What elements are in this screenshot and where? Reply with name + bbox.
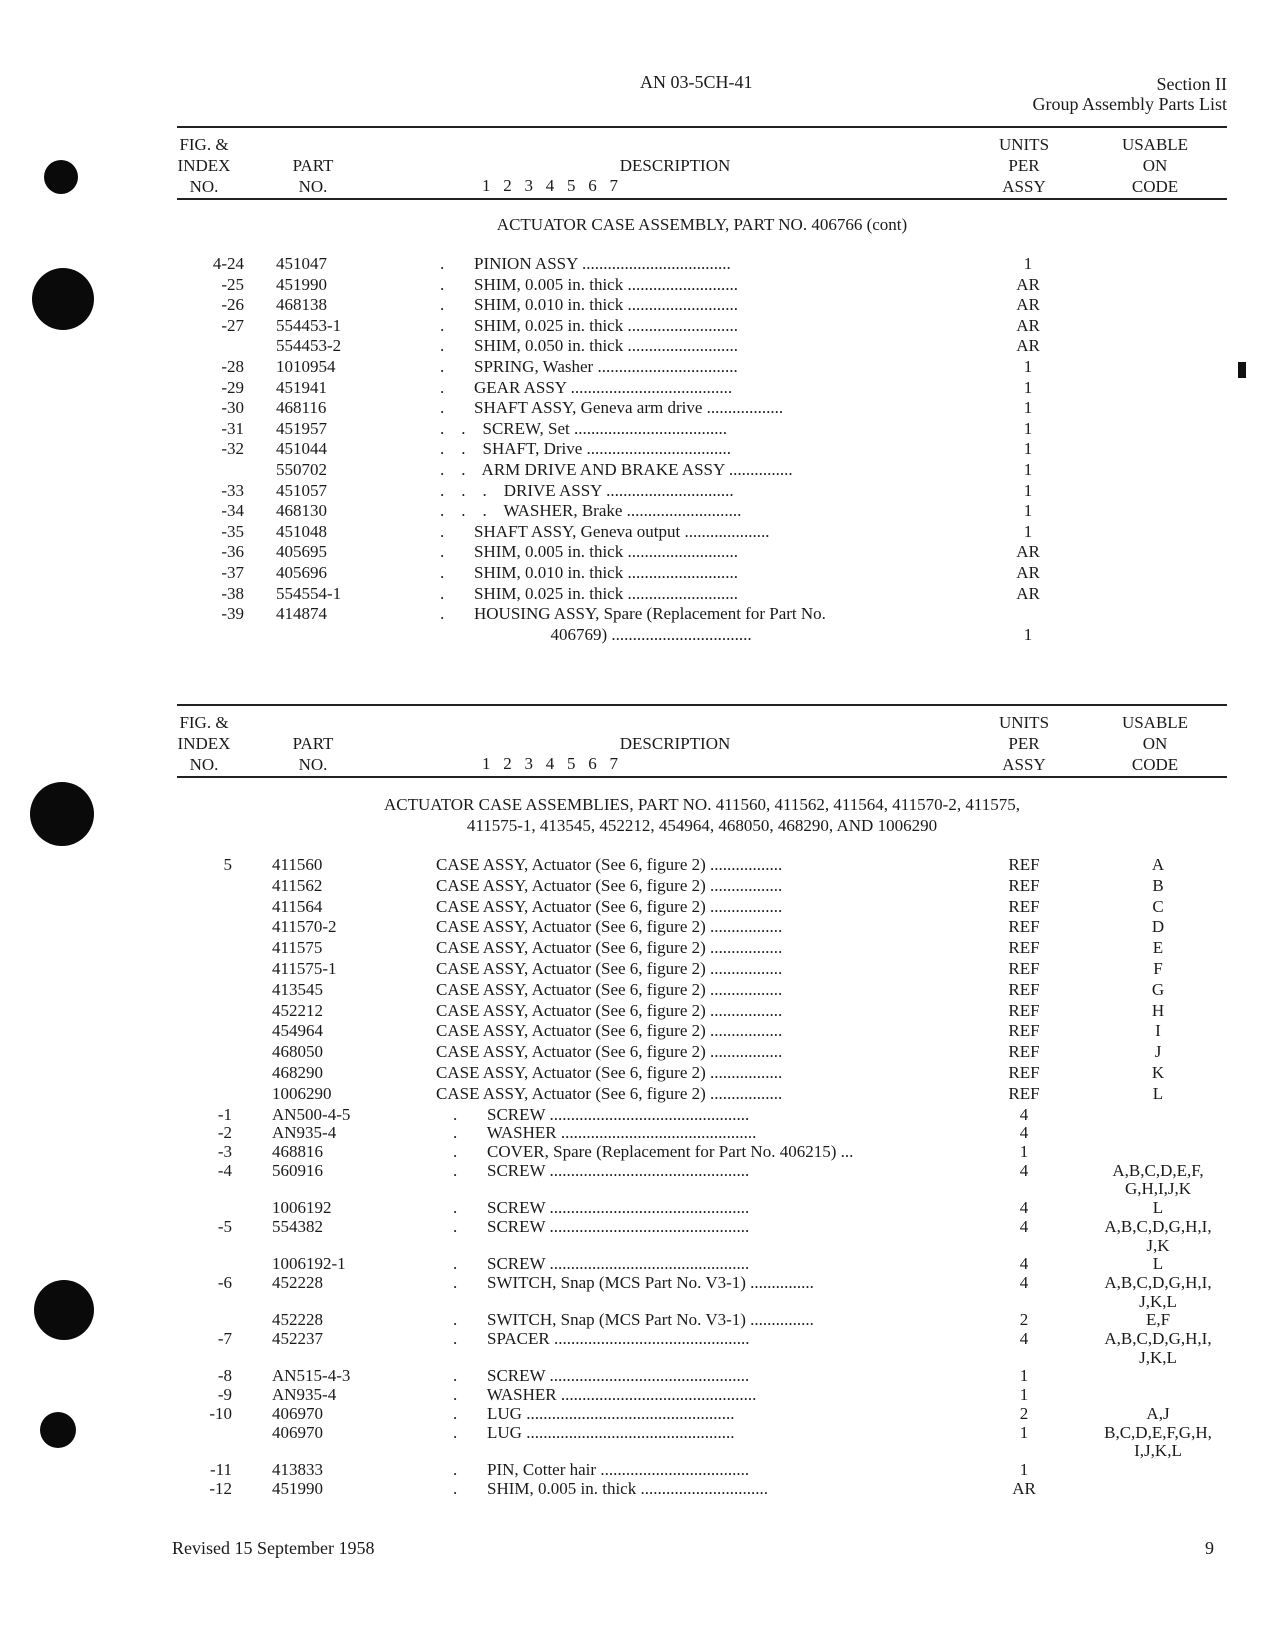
index-no: -8 <box>217 1366 232 1386</box>
table-row <box>0 854 1279 875</box>
col-description: DESCRIPTION <box>619 734 731 753</box>
part-no: 468816 <box>272 1142 323 1161</box>
description: CASE ASSY, Actuator (See 6, figure 2) ................. <box>436 959 783 978</box>
description: . . . WASHER, Brake ........................... <box>440 501 742 521</box>
part-no: 451990 <box>272 1478 323 1498</box>
table-row <box>0 1041 1279 1062</box>
table-row <box>0 397 1279 418</box>
units-per-assy: 1 <box>1023 439 1033 459</box>
units-per-assy: AR <box>1016 336 1040 356</box>
part-no: 451990 <box>276 274 327 294</box>
description: . SHIM, 0.025 in. thick .......................... <box>440 583 738 603</box>
usable-on-code: A,B,C,D,G,H,I, <box>1104 1216 1212 1236</box>
col-usable-code: USABLE ON CODE <box>1121 135 1189 196</box>
binder-hole <box>44 160 78 194</box>
part-no: 550702 <box>276 460 327 479</box>
description: . LUG ................................................. <box>436 1422 735 1442</box>
part-no: 452237 <box>272 1329 323 1348</box>
part-no: 406970 <box>272 1422 323 1442</box>
description: . SHAFT ASSY, Geneva arm drive .................. <box>440 398 784 418</box>
col-part-no: PART NO. <box>292 156 334 196</box>
index-no: -2 <box>217 1123 232 1143</box>
document-number: AN 03-5CH-41 <box>640 72 753 92</box>
units-per-assy: AR <box>1012 1478 1036 1498</box>
usable-on-code: K <box>1151 1063 1165 1082</box>
units-per-assy: 1 <box>1019 1366 1029 1386</box>
units-per-assy: 1 <box>1023 398 1033 418</box>
part-no: 411562 <box>272 875 323 895</box>
description: . . . DRIVE ASSY .............................. <box>440 480 734 500</box>
usable-on-code: I <box>1155 1021 1161 1041</box>
description: . SHIM, 0.010 in. thick .......................... <box>440 295 738 315</box>
units-per-assy: REF <box>1008 1042 1040 1062</box>
usable-on-code: E,F <box>1145 1310 1171 1330</box>
description: . LUG ................................................. <box>436 1403 735 1423</box>
units-per-assy: REF <box>1008 896 1040 916</box>
usable-on-code: H <box>1151 1000 1165 1020</box>
table-row <box>0 1020 1279 1041</box>
description: CASE ASSY, Actuator (See 6, figure 2) ................. <box>436 896 783 916</box>
table-row <box>0 1478 1279 1499</box>
table-row <box>0 562 1279 583</box>
units-per-assy: 1 <box>1019 1385 1029 1405</box>
description: CASE ASSY, Actuator (See 6, figure 2) ................. <box>436 917 783 937</box>
units-per-assy: 1 <box>1019 1422 1029 1442</box>
part-no: 1010954 <box>276 357 336 376</box>
units-per-assy: 4 <box>1019 1216 1029 1236</box>
index-no: -29 <box>221 377 244 397</box>
usable-on-code: G <box>1151 979 1165 999</box>
part-no: 554453-2 <box>276 336 342 356</box>
units-per-assy: 2 <box>1019 1403 1029 1423</box>
description: . SCREW ............................................... <box>436 1216 750 1236</box>
units-per-assy: AR <box>1016 295 1040 315</box>
units-per-assy: 1 <box>1019 1459 1029 1479</box>
units-per-assy: 1 <box>1023 357 1033 376</box>
usable-on-code: A,B,C,D,G,H,I, <box>1104 1272 1212 1292</box>
index-no: -12 <box>209 1478 232 1498</box>
index-no: -11 <box>209 1459 232 1479</box>
col-indent-levels: 1 2 3 4 5 6 7 <box>482 176 618 195</box>
part-no: AN935-4 <box>272 1385 337 1405</box>
table-row <box>0 521 1279 542</box>
units-per-assy: 4 <box>1019 1329 1029 1348</box>
table-row <box>0 1062 1279 1083</box>
description: . GEAR ASSY ...................................... <box>440 377 733 397</box>
usable-on-code: E <box>1152 938 1164 958</box>
binder-hole <box>30 782 94 846</box>
index-no: -35 <box>221 521 244 541</box>
usable-on-code: G,H,I,J,K <box>1124 1179 1192 1199</box>
usable-on-code: J,K,L <box>1139 1347 1177 1367</box>
units-per-assy: 4 <box>1019 1160 1029 1180</box>
usable-on-code: D <box>1151 917 1165 937</box>
col-part-no: PART NO. <box>292 734 334 774</box>
table1-head-rule <box>177 198 1227 200</box>
description: CASE ASSY, Actuator (See 6, figure 2) ................. <box>436 1083 783 1103</box>
table-row <box>0 979 1279 1000</box>
units-per-assy: AR <box>1016 583 1040 603</box>
units-per-assy: 2 <box>1019 1310 1029 1330</box>
col-fig-index: FIG. & INDEX NO. <box>177 713 231 774</box>
units-per-assy: REF <box>1008 1000 1040 1020</box>
index-no: -32 <box>221 439 244 459</box>
usable-on-code: L <box>1152 1198 1164 1218</box>
index-no: -1 <box>217 1104 232 1124</box>
usable-on-code: J <box>1154 1042 1162 1062</box>
usable-on-code: J,K <box>1146 1235 1170 1255</box>
units-per-assy: 1 <box>1023 521 1033 541</box>
part-no: 411575-1 <box>272 959 337 978</box>
description: . HOUSING ASSY, Spare (Replacement for Part No. <box>440 604 826 624</box>
units-per-assy: 1 <box>1019 1142 1029 1161</box>
col-fig-index: FIG. & INDEX NO. <box>177 135 231 196</box>
units-per-assy: 1 <box>1023 460 1033 479</box>
units-per-assy: 4 <box>1019 1254 1029 1274</box>
col-units: UNITS PER ASSY <box>998 713 1050 774</box>
units-per-assy: 1 <box>1023 377 1033 397</box>
description: . SHIM, 0.050 in. thick .......................... <box>440 336 738 356</box>
part-no: 554382 <box>272 1216 323 1236</box>
col-indent-levels: 1 2 3 4 5 6 7 <box>482 754 618 773</box>
part-no: 451044 <box>276 439 327 459</box>
col-units: UNITS PER ASSY <box>998 135 1050 196</box>
index-no: -34 <box>221 501 244 521</box>
table-row <box>0 896 1279 917</box>
index-no: 4-24 <box>212 254 244 273</box>
units-per-assy: REF <box>1008 875 1040 895</box>
index-no: -10 <box>209 1403 232 1423</box>
units-per-assy: REF <box>1008 979 1040 999</box>
description: . SPACER .............................................. <box>436 1329 750 1348</box>
table1-title: ACTUATOR CASE ASSEMBLY, PART NO. 406766 (cont) <box>496 215 908 234</box>
usable-on-code: A,J <box>1146 1403 1170 1423</box>
units-per-assy: AR <box>1016 542 1040 562</box>
table-row <box>0 274 1279 295</box>
units-per-assy: 1 <box>1023 624 1033 644</box>
part-no: 413545 <box>272 979 323 999</box>
description: CASE ASSY, Actuator (See 6, figure 2) ................. <box>436 979 783 999</box>
table-row <box>0 937 1279 958</box>
part-no: 468130 <box>276 501 327 521</box>
part-no: 452228 <box>272 1272 323 1292</box>
description: . . SHAFT, Drive .................................. <box>440 439 732 459</box>
section-label: Section II <box>1156 74 1227 94</box>
part-no: 1006192-1 <box>272 1254 346 1274</box>
part-no: 560916 <box>272 1160 323 1180</box>
description: . . SCREW, Set .................................... <box>440 418 727 438</box>
description: . SHIM, 0.005 in. thick .......................... <box>440 274 738 294</box>
units-per-assy: 4 <box>1019 1123 1029 1143</box>
description: . SHAFT ASSY, Geneva output .................... <box>440 521 770 541</box>
units-per-assy: AR <box>1016 274 1040 294</box>
table-row <box>0 603 1279 624</box>
table-row <box>0 294 1279 315</box>
table-row <box>0 1083 1279 1104</box>
table-row <box>0 459 1279 480</box>
index-no: -5 <box>217 1216 232 1236</box>
part-no: 405695 <box>276 542 327 562</box>
part-no: 411560 <box>272 855 323 874</box>
index-no: -4 <box>217 1160 232 1180</box>
table-row <box>0 1000 1279 1021</box>
description: . SCREW ............................................... <box>436 1254 750 1274</box>
part-no: 414874 <box>276 604 327 624</box>
table-row <box>0 335 1279 356</box>
units-per-assy: 4 <box>1019 1272 1029 1292</box>
units-per-assy: 1 <box>1023 254 1033 273</box>
table-row <box>0 377 1279 398</box>
usable-on-code: F <box>1153 959 1163 978</box>
description: . PINION ASSY ................................... <box>440 254 731 273</box>
part-no: 451941 <box>276 377 327 397</box>
part-no: 468050 <box>272 1042 323 1062</box>
part-no: 1006290 <box>272 1083 332 1103</box>
description: . SHIM, 0.005 in. thick .............................. <box>436 1478 768 1498</box>
description: . WASHER .............................................. <box>436 1385 757 1405</box>
description: . SPRING, Washer ................................. <box>440 357 738 376</box>
table2-top-rule <box>177 704 1227 706</box>
index-no: -39 <box>221 604 244 624</box>
usable-on-code: A <box>1151 855 1165 874</box>
index-no: -28 <box>221 357 244 376</box>
description: . SCREW ............................................... <box>436 1160 750 1180</box>
description: . PIN, Cotter hair ................................... <box>436 1459 750 1479</box>
description: . SCREW ............................................... <box>436 1198 750 1218</box>
part-no: AN500-4-5 <box>272 1104 351 1124</box>
table-row <box>0 253 1279 274</box>
units-per-assy: REF <box>1008 1021 1040 1041</box>
part-no: 413833 <box>272 1459 323 1479</box>
index-no: -38 <box>221 583 244 603</box>
part-no: 554453-1 <box>276 315 342 335</box>
units-per-assy: 4 <box>1019 1198 1029 1218</box>
part-no: AN515-4-3 <box>272 1366 351 1386</box>
table-row <box>0 916 1279 937</box>
part-no: 554554-1 <box>276 583 342 603</box>
index-no: -3 <box>217 1142 232 1161</box>
table2-title-line1: ACTUATOR CASE ASSEMBLIES, PART NO. 411560, 411562, 411564, 411570-2, 411575, <box>384 795 1020 814</box>
index-no: 5 <box>223 855 232 874</box>
part-no: AN935-4 <box>272 1123 337 1143</box>
table-row <box>0 438 1279 459</box>
units-per-assy: REF <box>1008 917 1040 937</box>
part-no: 452212 <box>272 1000 323 1020</box>
index-no: -37 <box>221 563 244 582</box>
description: CASE ASSY, Actuator (See 6, figure 2) ................. <box>436 1021 783 1041</box>
description: . SWITCH, Snap (MCS Part No. V3-1) ............... <box>436 1272 814 1292</box>
usable-on-code: B,C,D,E,F,G,H, <box>1104 1422 1212 1442</box>
col-description: DESCRIPTION <box>619 156 731 175</box>
index-no: -9 <box>217 1385 232 1405</box>
description: . SCREW ............................................... <box>436 1104 750 1124</box>
description: . SHIM, 0.010 in. thick .......................... <box>440 563 738 582</box>
part-no: 406970 <box>272 1403 323 1423</box>
table-row <box>0 500 1279 521</box>
part-no: 454964 <box>272 1021 323 1041</box>
description: . SCREW ............................................... <box>436 1366 750 1386</box>
table-row <box>0 480 1279 501</box>
page-number: 9 <box>1205 1538 1214 1558</box>
part-no: 1006192 <box>272 1198 332 1218</box>
units-per-assy: 1 <box>1023 480 1033 500</box>
section-title: Group Assembly Parts List <box>1032 94 1227 114</box>
index-no: -26 <box>221 295 244 315</box>
usable-on-code: I,J,K,L <box>1134 1441 1182 1461</box>
units-per-assy: 1 <box>1023 501 1033 521</box>
description: . COVER, Spare (Replacement for Part No. 406215) ... <box>436 1142 854 1161</box>
table2-head-rule <box>177 776 1227 778</box>
index-no: -25 <box>221 274 244 294</box>
revision-date: Revised 15 September 1958 <box>172 1538 375 1558</box>
part-no: 451057 <box>276 480 327 500</box>
description: . SWITCH, Snap (MCS Part No. V3-1) ............... <box>436 1310 814 1330</box>
table-row <box>0 356 1279 377</box>
part-no: 411570-2 <box>272 917 337 937</box>
units-per-assy: AR <box>1016 315 1040 335</box>
usable-on-code: A,B,C,D,G,H,I, <box>1104 1329 1212 1348</box>
description: . . ARM DRIVE AND BRAKE ASSY ............... <box>440 460 793 479</box>
table2-title-line2: 411575-1, 413545, 452212, 454964, 468050, 468290, AND 1006290 <box>466 816 938 835</box>
table-row <box>0 875 1279 896</box>
part-no: 411575 <box>272 938 323 958</box>
table-row <box>0 315 1279 336</box>
index-no: -30 <box>221 398 244 418</box>
part-no: 451047 <box>276 254 327 273</box>
part-no: 452228 <box>272 1310 323 1330</box>
part-no: 411564 <box>272 896 323 916</box>
usable-on-code: L <box>1152 1083 1164 1103</box>
units-per-assy: REF <box>1008 938 1040 958</box>
table1-top-rule <box>177 126 1227 128</box>
units-per-assy: REF <box>1008 959 1040 978</box>
description: CASE ASSY, Actuator (See 6, figure 2) ................. <box>436 938 783 958</box>
description: CASE ASSY, Actuator (See 6, figure 2) ................. <box>436 1063 783 1082</box>
table-row <box>0 541 1279 562</box>
description: . WASHER .............................................. <box>436 1123 757 1143</box>
usable-on-code: B <box>1152 875 1164 895</box>
part-no: 451957 <box>276 418 327 438</box>
units-per-assy: AR <box>1016 563 1040 582</box>
units-per-assy: REF <box>1008 855 1040 874</box>
index-no: -31 <box>221 418 244 438</box>
usable-on-code: A,B,C,D,E,F, <box>1112 1160 1204 1180</box>
description: CASE ASSY, Actuator (See 6, figure 2) ................. <box>436 1000 783 1020</box>
description: . SHIM, 0.025 in. thick .......................... <box>440 315 738 335</box>
part-no: 468116 <box>276 398 327 418</box>
usable-on-code: J,K,L <box>1139 1291 1177 1311</box>
index-no: -6 <box>217 1272 232 1292</box>
part-no: 468290 <box>272 1063 323 1082</box>
usable-on-code: C <box>1152 896 1164 916</box>
units-per-assy: REF <box>1008 1063 1040 1082</box>
description: CASE ASSY, Actuator (See 6, figure 2) ................. <box>436 1042 783 1062</box>
index-no: -33 <box>221 480 244 500</box>
col-usable-code: USABLE ON CODE <box>1121 713 1189 774</box>
description: CASE ASSY, Actuator (See 6, figure 2) ................. <box>436 875 783 895</box>
index-no: -36 <box>221 542 244 562</box>
table-row <box>0 624 1279 645</box>
index-no: -27 <box>221 315 244 335</box>
units-per-assy: REF <box>1008 1083 1040 1103</box>
part-no: 468138 <box>276 295 327 315</box>
description: 406769) ................................. <box>440 624 752 644</box>
description: CASE ASSY, Actuator (See 6, figure 2) ................. <box>436 855 783 874</box>
table-row <box>0 418 1279 439</box>
part-no: 405696 <box>276 563 327 582</box>
table-row <box>0 583 1279 604</box>
part-no: 451048 <box>276 521 327 541</box>
table-row <box>0 958 1279 979</box>
units-per-assy: 4 <box>1019 1104 1029 1124</box>
description: . SHIM, 0.005 in. thick .......................... <box>440 542 738 562</box>
units-per-assy: 1 <box>1023 418 1033 438</box>
index-no: -7 <box>217 1329 232 1348</box>
usable-on-code: L <box>1152 1254 1164 1274</box>
